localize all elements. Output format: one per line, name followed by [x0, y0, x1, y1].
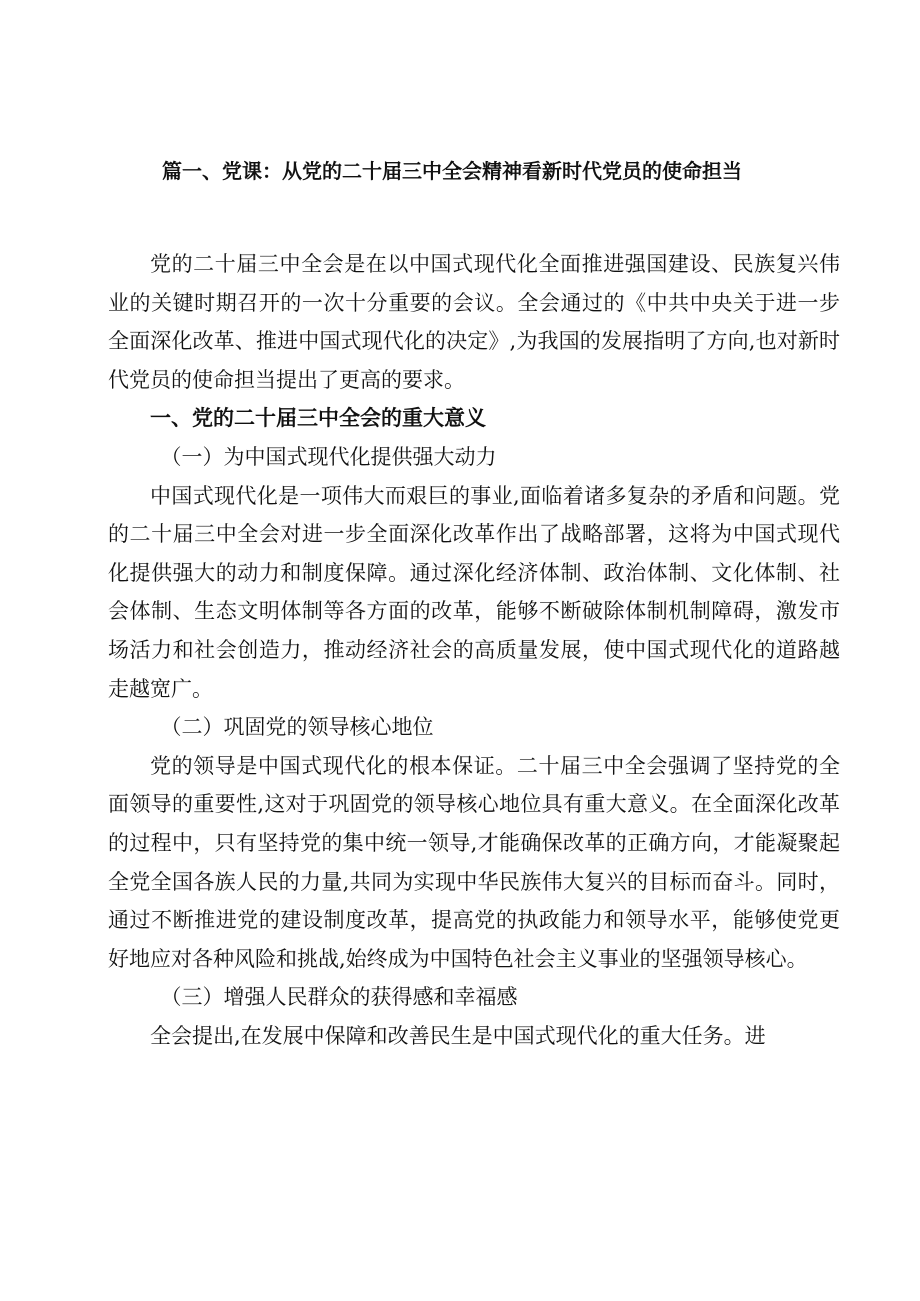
section-heading-1: 一、党的二十届三中全会的重大意义	[150, 405, 486, 431]
document-title: 篇一、党课：从党的二十届三中全会精神看新时代党员的使命担当	[162, 159, 742, 183]
intro-paragraph: 党的二十届三中全会是在以中国式现代化全面推进强国建设、民族复兴伟业的关键时期召开的一次十分重要的会议。全会通过的《中共中央关于进一步全面深化改革、推进中国式现代化的决定》,为我国的发展指明了方向,也对新时代党员的使命担当提出了更高的要求。	[108, 252, 840, 392]
subsection-body-2: 党的领导是中国式现代化的根本保证。二十届三中全会强调了坚持党的全面领导的重要性,这对于巩固党的领导核心地位具有重大意义。在全面深化改革的过程中，只有坚持党的集中统一领导,才能确保改革的正确方向，才能凝聚起全党全国各族人民的力量,共同为实现中华民族伟大复兴的目标而奋斗。同时，通过不断推进党的建设制度改革，提高党的执政能力和领导水平，能够使党更好地应对各种风险和挑战,始终成为中国特色社会主义事业的坚强领导核心。	[108, 753, 840, 971]
subsection-heading-1: （一）为中国式现代化提供强大动力	[160, 444, 497, 469]
subsection-heading-2: （二）巩固党的领导核心地位	[160, 715, 434, 740]
subsection-body-3: 全会提出,在发展中保障和改善民生是中国式现代化的重大任务。进	[150, 1023, 766, 1048]
subsection-body-1: 中国式现代化是一项伟大而艰巨的事业,面临着诸多复杂的矛盾和问题。党的二十届三中全会对进一步全面深化改革作出了战略部署，这将为中国式现代化提供强大的动力和制度保障。通过深化经济体制、政治体制、文化体制、社会体制、生态文明体制等各方面的改革，能够不断破除体制机制障碍，激发市场活力和社会创造力，推动经济社会的高质量发展，使中国式现代化的道路越走越宽广。	[108, 483, 840, 701]
document-body	[108, 245, 840, 1055]
subsection-heading-3: （三）增强人民群众的获得感和幸福感	[160, 985, 518, 1010]
